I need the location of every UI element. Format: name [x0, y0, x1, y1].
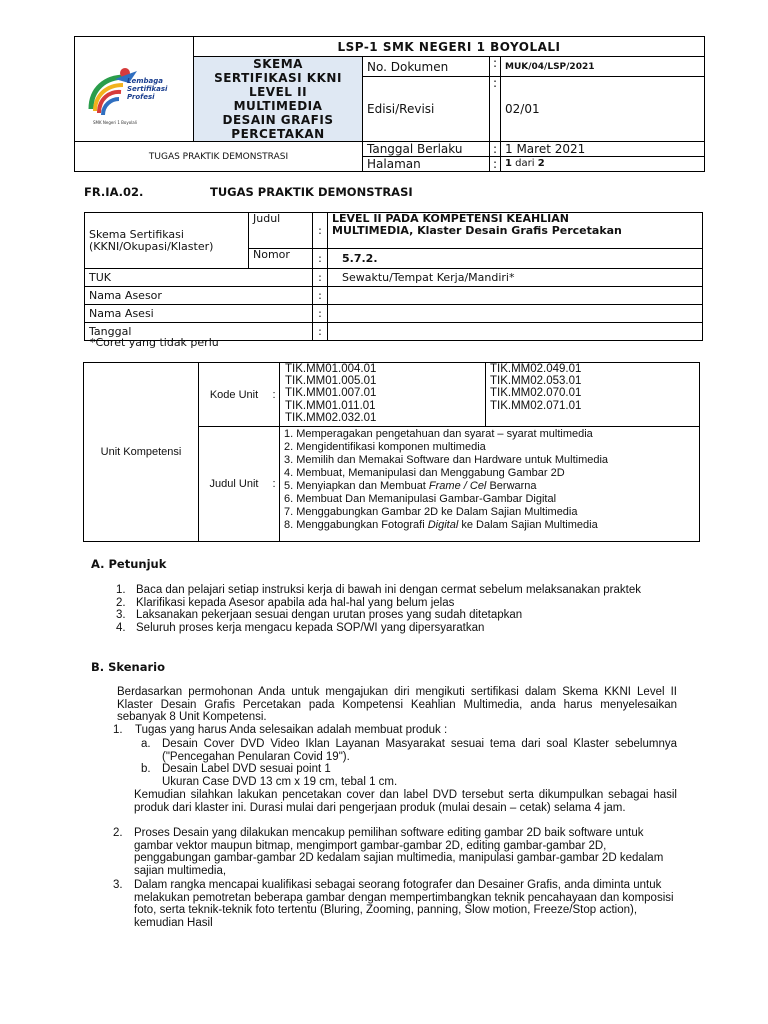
colon: :	[490, 157, 501, 172]
colon: :	[490, 142, 501, 157]
no-dokumen-label: No. Dokumen	[363, 57, 490, 77]
tuk-label: TUK	[85, 269, 313, 287]
colon: :	[313, 287, 328, 305]
halaman-value: 1 dari 2	[501, 157, 705, 172]
list-item: 3. Laksanakan pekerjaan sesuai dengan urutan proses yang sudah ditetapkan	[116, 609, 523, 621]
kode-unit-col2: TIK.MM02.049.01 TIK.MM02.053.01 TIK.MM02.070.01 TIK.MM02.071.01	[486, 363, 700, 427]
coret-note: *Coret yang tidak perlu	[90, 336, 219, 349]
colon: :	[490, 77, 501, 142]
kode-unit-label: Kode Unit	[199, 363, 270, 427]
judul-unit-item: 7. Menggabungkan Gambar 2D ke Dalam Sajian Multimedia	[284, 506, 578, 518]
nama-asesor-value	[328, 287, 703, 305]
list-item: 2. Klarifikasi kepada Asesor apabila ada hal-hal yang belum jelas	[116, 596, 455, 609]
colon: :	[313, 269, 328, 287]
skenario-task-1: 1. Tugas yang harus Anda selesaikan adalah membuat produk :	[113, 724, 448, 736]
colon: :	[313, 323, 328, 341]
judul-value: LEVEL II PADA KOMPETENSI KEAHLIAN MULTIMEDIA, Klaster Desain Grafis Percetakan	[328, 213, 703, 249]
edisi-value: 02/01	[501, 77, 705, 142]
skenario-ukuran: Ukuran Case DVD 13 cm x 19 cm, tebal 1 cm.	[162, 776, 398, 788]
info-table	[84, 212, 703, 341]
judul-unit-list	[280, 427, 700, 542]
form-code: FR.IA.02.	[84, 185, 144, 199]
petunjuk-title: A. Petunjuk	[91, 557, 167, 571]
skenario-task-3: 3. Dalam rangka mencapai kualifikasi sebagai seorang fotografer dan Desainer Grafis, anda diminta untuk melakukan pemotretan beberapa gambar dengan mempertimbangkan teknik pencahayaan dan komposisi foto, serta teknik-teknik foto tertentu (Bluring, Zooming, panning, Slow motion, Freeze/Stop action), kemudian Hasil	[113, 879, 674, 929]
form-title: TUGAS PRAKTIK DEMONSTRASI	[210, 185, 413, 199]
judul-label: Judul	[249, 213, 313, 249]
judul-unit-item: 3. Memilih dan Memakai Software dan Hardware untuk Multimedia	[284, 454, 609, 466]
judul-unit-item: 2. Mengidentifikasi komponen multimedia	[284, 441, 486, 453]
logo-line1: Lembaga	[127, 77, 163, 85]
nomor-label: Nomor	[249, 249, 313, 269]
judul-unit-item: 4. Membuat, Memanipulasi dan Menggabung Gambar 2D	[284, 467, 565, 479]
skenario-task-2: 2. Proses Desain yang dilakukan mencakup pemilihan software editing gambar 2D baik software untuk gambar vektor maupun bitmap, mengimport gambar-gambar 2D, editing gambar-gambar 2D, penggabungan gambar-gambar 2D kedalam sajian multimedia, manipulasi gambar-gambar 2D kedalam sajian multimedia,	[113, 827, 664, 877]
nama-asesi-value	[328, 305, 703, 323]
skema-sertifikasi-label: Skema Sertifikasi (KKNI/Okupasi/Klaster)	[85, 213, 249, 269]
edisi-label: Edisi/Revisi	[363, 77, 490, 142]
unit-kompetensi-label: Unit Kompetensi	[84, 363, 199, 542]
colon: :	[269, 363, 280, 427]
no-dokumen-value: MUK/04/LSP/2021	[501, 57, 705, 77]
judul-unit-item: 8. Menggabungkan Fotografi Digital ke Dalam Sajian Multimedia	[284, 519, 598, 531]
tanggal-label: Tanggal	[85, 323, 313, 341]
judul-unit-item: 5. Menyiapkan dan Membuat Frame / Cel Berwarna	[284, 480, 537, 492]
skenario-title: B. Skenario	[91, 660, 166, 674]
skema-title: SKEMA SERTIFIKASI KKNI LEVEL II MULTIMEDIA DESAIN GRAFIS PERCETAKAN	[194, 57, 363, 142]
petunjuk-list	[116, 584, 678, 634]
nama-asesor-label: Nama Asesor	[85, 287, 313, 305]
list-item: 1. Baca dan pelajari setiap instruksi kerja di bawah ini dengan cermat sebelum melaksanakan praktek	[116, 584, 642, 596]
tanggal-value	[328, 323, 703, 341]
tanggal-berlaku-value: 1 Maret 2021	[501, 142, 705, 157]
colon: :	[490, 57, 501, 77]
list-item: 4. Seluruh proses kerja mengacu kepada SOP/WI yang dipersyaratkan	[116, 621, 485, 634]
skenario-intro: Berdasarkan permohonan Anda untuk mengajukan diri mengikuti sertifikasi dalam Skema KKNI Level II Klaster Desain Grafis Percetakan pada Kompetensi Keahlian Multimedia, anda harus menyelesaikan sebanyak 8 Unit Kompetensi.	[117, 686, 677, 723]
colon: :	[313, 213, 328, 249]
unit-table	[83, 362, 700, 542]
tuk-value: Sewaktu/Tempat Kerja/Mandiri*	[328, 269, 703, 287]
skenario-kemudian: Kemudian silahkan lakukan pencetakan cover dan label DVD tersebut serta dikumpulkan sebagai hasil produk dari klaster ini. Durasi mulai dari pengerjaan produk (mulai desain – cetak) selama 4 jam.	[134, 789, 677, 814]
lsp-title: LSP-1 SMK NEGERI 1 BOYOLALI	[194, 37, 705, 57]
logo-small-text: SMK Negeri 1 Boyolali	[93, 120, 137, 125]
skenario-task-1b: b. Desain Label DVD sesuai point 1	[141, 763, 331, 775]
skenario-task-1a: a. Desain Cover DVD Video Iklan Layanan Masyarakat sesuai tema dari soal Klaster sebelumnya ("Pencegahan Penularan Covid 19").	[141, 738, 677, 763]
tugas-praktik-header: TUGAS PRAKTIK DEMONSTRASI	[75, 142, 363, 172]
logo-line3: Profesi	[127, 93, 155, 101]
judul-unit-item: 6. Membuat Dan Memanipulasi Gambar-Gambar Digital	[284, 493, 557, 505]
colon: :	[269, 427, 280, 542]
judul-unit-label: Judul Unit	[199, 427, 270, 542]
logo-line2: Sertifikasi	[127, 85, 168, 93]
colon: :	[313, 305, 328, 323]
halaman-label: Halaman	[363, 157, 490, 172]
judul-unit-item: 1. Memperagakan pengetahuan dan syarat – syarat multimedia	[284, 428, 593, 440]
header-table	[74, 36, 705, 172]
tanggal-berlaku-label: Tanggal Berlaku	[363, 142, 490, 157]
nomor-value: 5.7.2.	[328, 249, 703, 269]
colon: :	[313, 249, 328, 269]
nama-asesi-label: Nama Asesi	[85, 305, 313, 323]
logo-cell	[75, 37, 194, 142]
kode-unit-col1: TIK.MM01.004.01 TIK.MM01.005.01 TIK.MM01.007.01 TIK.MM01.011.01 TIK.MM02.032.01	[280, 363, 486, 427]
